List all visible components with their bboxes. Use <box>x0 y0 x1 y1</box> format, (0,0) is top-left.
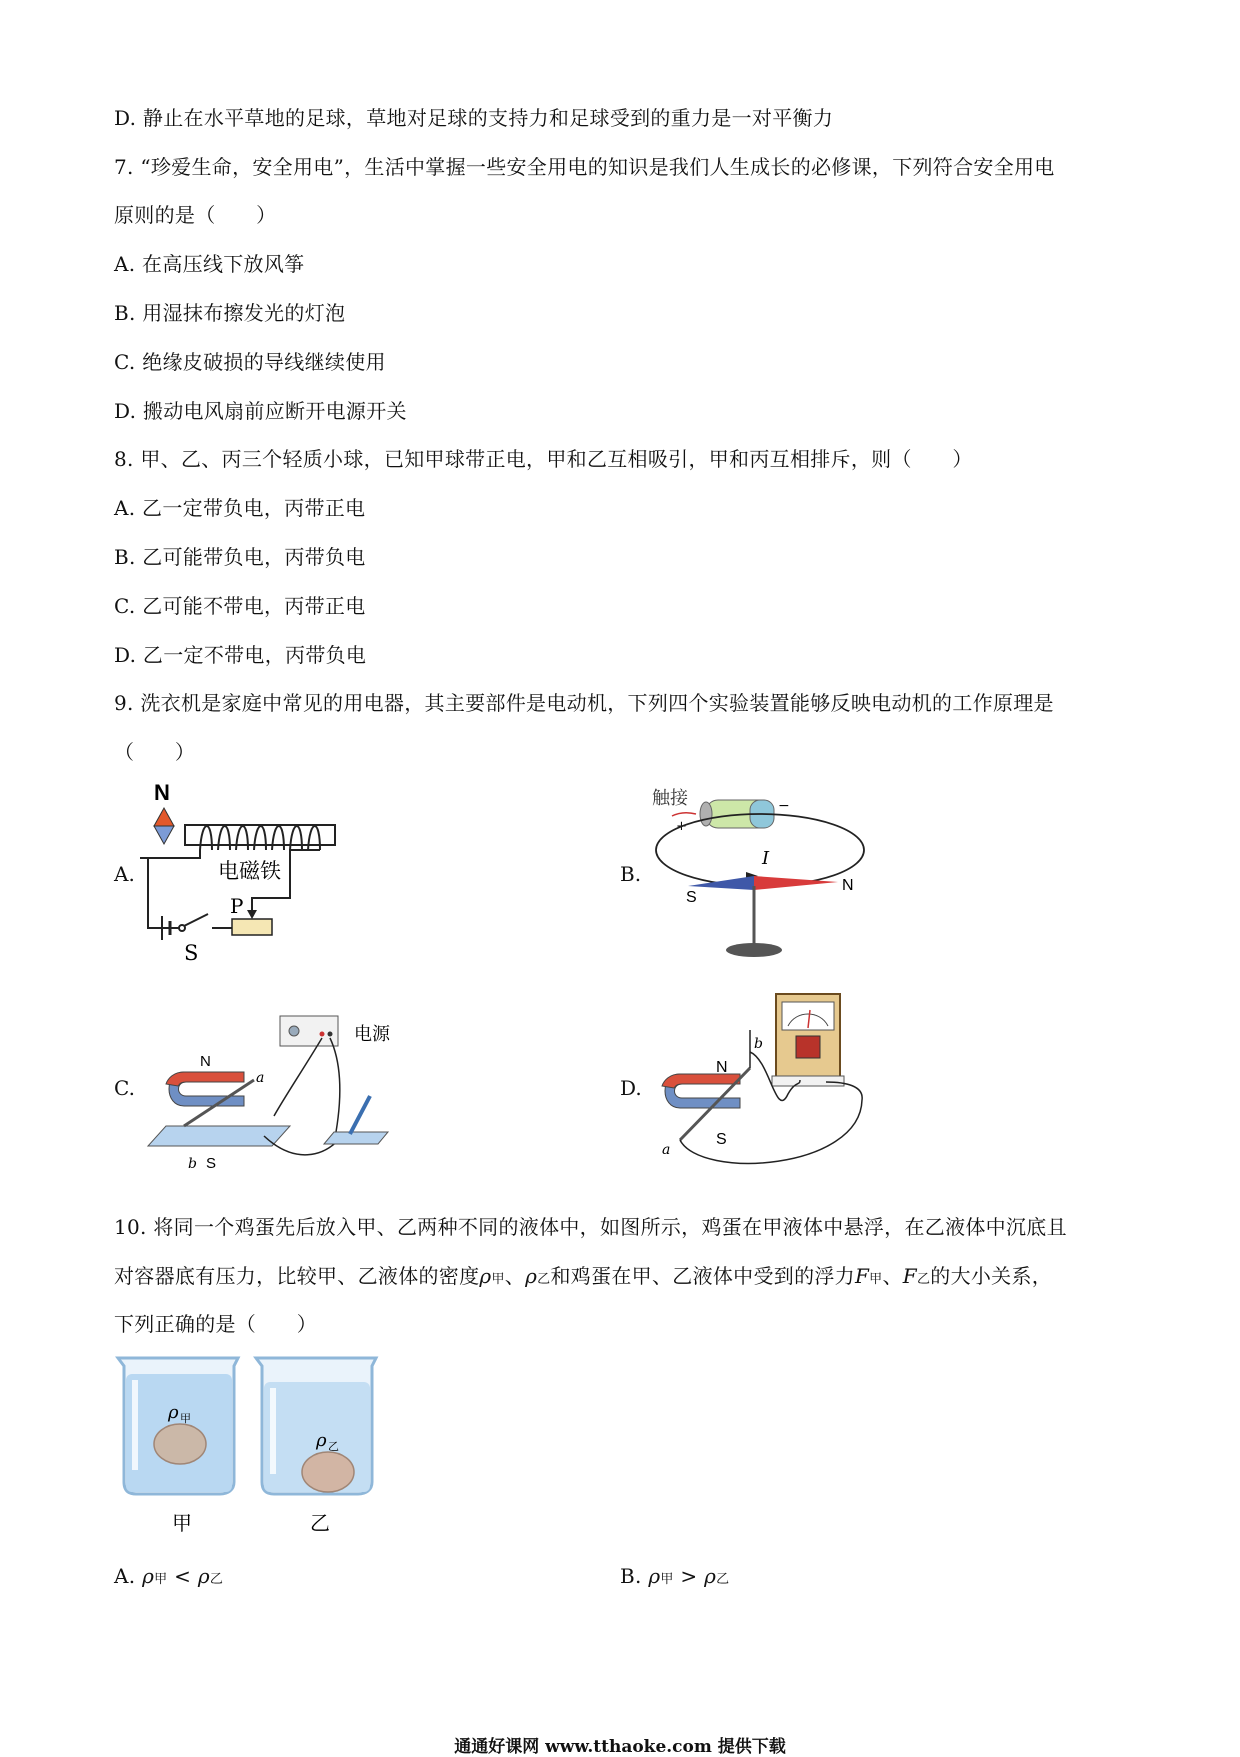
q10-a-sub2: 乙 <box>209 1572 224 1587</box>
page-footer: 通通好课网 www.tthaoke.com 提供下载 <box>454 1737 786 1757</box>
stand-base <box>726 943 782 957</box>
sub-yi-2: 乙 <box>916 1272 931 1287</box>
wire-c-1 <box>274 1038 322 1116</box>
fig-b-s-label: S <box>686 889 697 906</box>
q10-option-b <box>620 1562 729 1594</box>
battery-end <box>700 802 712 826</box>
fig-b-current-label: I <box>762 848 770 869</box>
beaker-1-label: 甲 <box>172 1511 192 1535</box>
fig-d-n-label: N <box>716 1059 728 1076</box>
q7-option-c: C. 绝缘皮破损的导线继续使用 <box>114 350 386 374</box>
fig-c-a-label: a <box>256 1070 265 1086</box>
q9-option-d-label: D. <box>620 1076 642 1100</box>
fig-c-s-label: S <box>206 1155 217 1172</box>
slider-arrow <box>247 910 257 919</box>
fig-a-p-label: P <box>230 894 244 918</box>
sep-2: 、 <box>882 1264 903 1288</box>
q8-stem: 8. 甲、乙、丙三个轻质小球，已知甲球带正电，甲和乙互相吸引，甲和丙互相排斥，则（ ） <box>114 447 973 471</box>
magnet-d-red <box>662 1074 740 1088</box>
beaker-2-rho: ρ <box>316 1430 327 1451</box>
fig-b-plus: + <box>676 819 687 834</box>
fig-b-touch-label: 触接 <box>652 788 688 809</box>
q8-option-c: C. 乙可能不带电，丙带正电 <box>114 594 366 618</box>
fig-c-power-label: 电源 <box>354 1024 390 1045</box>
q10-b-op: > <box>680 1564 698 1588</box>
q7-stem-cont: 原则的是（ ） <box>114 203 277 227</box>
power-knob <box>289 1026 299 1036</box>
sub-jia: 甲 <box>491 1272 505 1287</box>
fig-b-minus: − <box>778 798 790 814</box>
q10-b-letter: B. <box>620 1564 642 1588</box>
egg-2 <box>302 1452 354 1492</box>
wire-left <box>140 850 200 858</box>
switch-lever <box>184 914 208 926</box>
fig-b-n-label: N <box>842 877 854 894</box>
magnet-c-red <box>166 1072 244 1086</box>
q9-figure-c <box>144 1008 404 1178</box>
q10-b-rho1: ρ <box>648 1564 661 1588</box>
q7-stem: 7. “珍爱生命，安全用电”，生活中掌握一些安全用电的知识是我们人生成长的必修课，下列符合安全用电 <box>114 155 1055 179</box>
power-terminal-2 <box>328 1032 333 1037</box>
q10-b-rho2: ρ <box>704 1564 717 1588</box>
sub-jia-2: 甲 <box>869 1272 883 1287</box>
base-board <box>148 1126 290 1146</box>
fig-c-b-label: b <box>188 1156 197 1172</box>
f-symbol-2: F <box>902 1264 917 1288</box>
q9-figure-a <box>140 778 350 973</box>
beaker-2-sub: 乙 <box>328 1440 339 1453</box>
sep-1: 、 <box>504 1264 526 1288</box>
fig-d-b-label: b <box>754 1036 763 1052</box>
q10-a-sub1: 甲 <box>154 1572 168 1587</box>
fig-a-s-label: S <box>184 941 199 965</box>
q10-a-op: < <box>174 1564 192 1588</box>
beaker-2-label: 乙 <box>310 1511 330 1535</box>
switch-board-c <box>324 1132 388 1144</box>
compass-needle-blue <box>154 826 174 844</box>
q10-a-rho2: ρ <box>197 1564 210 1588</box>
q10-beakers-figure <box>112 1352 392 1542</box>
q7-option-d: D. 搬动电风扇前应断开电源开关 <box>114 399 407 423</box>
q10-option-a <box>114 1562 223 1594</box>
beaker-1-rho: ρ <box>168 1402 179 1423</box>
q9-stem-cont: （ ） <box>114 740 196 764</box>
q10-stem-end: 下列正确的是（ ） <box>114 1312 317 1336</box>
q10-a-rho1: ρ <box>142 1564 155 1588</box>
wire-d-2 <box>680 1082 862 1163</box>
q10-stem-cont <box>114 1262 1052 1294</box>
fig-d-a-label: a <box>662 1142 671 1158</box>
q8-option-d: D. 乙一定不带电，丙带负电 <box>114 643 367 667</box>
q9-option-a-label: A. <box>114 862 135 886</box>
q10-a-letter: A. <box>114 1564 136 1588</box>
q8-option-a: A. 乙一定带负电，丙带正电 <box>114 496 366 520</box>
q9-stem: 9. 洗衣机是家庭中常见的用电器，其主要部件是电动机，下列四个实验装置能够反映电动机的工作原理是 <box>114 691 1054 715</box>
q7-option-a: A. 在高压线下放风筝 <box>114 252 305 276</box>
glare-2 <box>270 1388 276 1474</box>
switch-lever-c <box>350 1096 370 1134</box>
beaker-1-sub: 甲 <box>180 1412 191 1425</box>
power-terminal <box>320 1032 325 1037</box>
rho-symbol: ρ <box>479 1264 492 1288</box>
q10-stem: 10. 将同一个鸡蛋先后放入甲、乙两种不同的液体中，如图所示，鸡蛋在甲液体中悬浮，在乙液体中沉底且 <box>114 1215 1067 1239</box>
fig-a-coil-label: 电磁铁 <box>218 859 281 883</box>
q9-option-b-label: B. <box>620 862 642 886</box>
wire-c-2 <box>330 1038 340 1132</box>
glare-1 <box>132 1380 138 1470</box>
compass-needle-red <box>154 808 174 826</box>
galvanometer-base <box>772 1076 844 1086</box>
q10-b-sub1: 甲 <box>660 1572 674 1587</box>
f-symbol: F <box>854 1264 870 1288</box>
rho-symbol-2: ρ <box>525 1264 538 1288</box>
egg-1 <box>154 1424 206 1464</box>
q10-text-a: 对容器底有压力，比较甲、乙液体的密度 <box>114 1264 480 1288</box>
q10-text-c: 的大小关系， <box>930 1264 1053 1288</box>
fig-c-n-label: N <box>200 1053 211 1070</box>
q9-figure-b <box>650 778 870 968</box>
fig-a-n-label: N <box>154 780 170 805</box>
q9-option-c-label: C. <box>114 1076 135 1100</box>
sub-yi: 乙 <box>537 1272 551 1287</box>
fig-d-s-label: S <box>716 1131 727 1148</box>
q7-option-b: B. 用湿抹布擦发光的灯泡 <box>114 301 346 325</box>
galvanometer-magnet <box>796 1036 820 1058</box>
q10-text-b: 和鸡蛋在甲、乙液体中受到的浮力 <box>550 1264 855 1288</box>
q9-figure-d <box>650 990 880 1180</box>
rheostat <box>232 919 272 935</box>
q10-b-sub2: 乙 <box>716 1572 730 1587</box>
q8-option-b: B. 乙可能带负电，丙带负电 <box>114 545 366 569</box>
touch-arrow <box>672 813 696 816</box>
q6-option-d: D. 静止在水平草地的足球，草地对足球的支持力和足球受到的重力是一对平衡力 <box>114 106 834 130</box>
coil-windings <box>200 826 320 850</box>
